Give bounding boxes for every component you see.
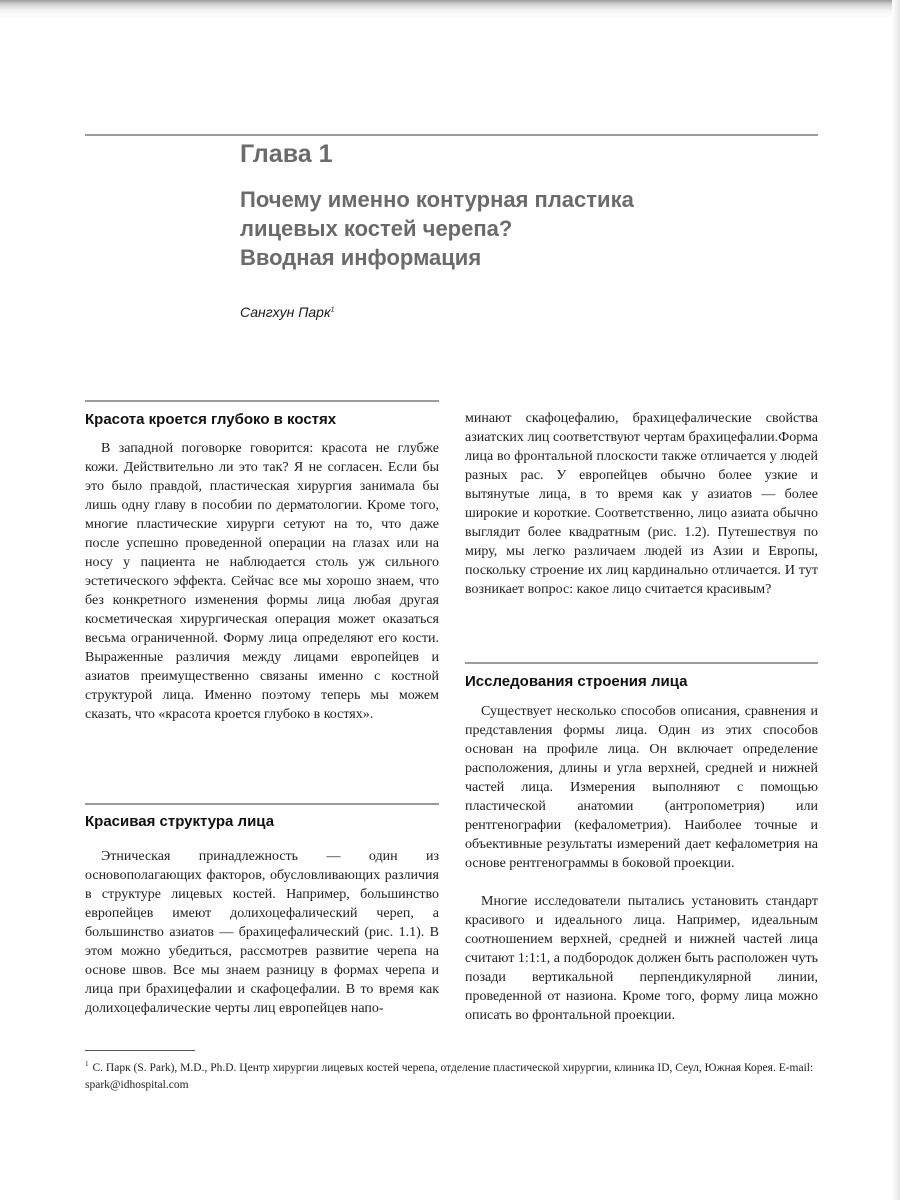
footnote-mark: 1	[85, 1060, 89, 1068]
footnote-text: С. Парк (S. Park), M.D., Ph.D. Центр хирургии лицевых костей черепа, отделение пластической хирургии, клиника ID, Сеул, Южная Корея. E-mail: spark@idhospital.com	[85, 1061, 814, 1091]
section-rule	[85, 803, 439, 805]
chapter-title-line: Вводная информация	[240, 245, 482, 270]
section-heading-beauty: Красота кроется глубоко в костях	[85, 411, 337, 428]
chapter-title-line: лицевых костей черепа?	[240, 216, 513, 241]
author-name: Сангхун Парк	[240, 304, 331, 320]
author-footnote-mark: 1	[330, 306, 335, 314]
section-rule	[465, 662, 818, 664]
paragraph-structure-part2: минают скафоцефалию, брахицефалические свойства азиатских лиц соответствуют чертам брахицефалии.Форма лица во фронтальной плоскости также отличается у людей разных рас. У европейцев обычно более узкие и вытянутые лица, в то время как у азиатов — более широкие и короткие. Соответственно, лицо азиата обычно выглядит более квадратным (рис. 1.2). Путешествуя по миру, мы легко различаем людей из Азии и Европы, поскольку строение их лиц кардинально отличается. И тут возникает вопрос: какое лицо считается красивым?	[465, 411, 818, 597]
viewer-right-shadow	[892, 0, 900, 1200]
section-heading-research: Исследования строения лица	[465, 673, 688, 690]
chapter-label: Глава 1	[240, 140, 333, 168]
section-rule	[85, 400, 439, 402]
author	[240, 304, 335, 320]
header-rule	[85, 134, 818, 136]
paragraph-beauty: В западной поговорке говорится: красота не глубже кожи. Действительно ли это так? Я не согласен. Если бы это было правдой, пластическая хирургия занимала бы лишь одну главу в пособии по дерматологии. Кроме того, многие пластические хирурги сетуют на то, что даже после успешно проведенной операции на глазах или на носу у пациента не наблюдается столь уж сильного эстетического эффекта. Сейчас все мы хорошо знаем, что без конкретного изменения формы лица любая другая косметическая хирургическая операция может оказаться весьма ограниченной. Форму лица определяют его кости. Выраженные различия между лицами европейцев и азиатов преимущественно связаны именно с костной структурой лица. Именно поэтому теперь мы можем сказать, что «красота кроется глубоко в костях».	[85, 441, 439, 722]
paragraph-research-2: Многие исследователи пытались установить стандарт красивого и идеального лица. Например, идеальным соотношением верхней, средней и нижней частей лица считают 1:1:1, а подбородок должен быть расположен чуть позади вертикальной перпендикулярной линии, проведенной от назиона. Кроме того, форму лица можно описать во фронтальной проекции.	[465, 894, 818, 1023]
footnote-rule	[85, 1050, 195, 1051]
chapter-title-line: Почему именно контурная пластика	[240, 187, 634, 212]
paragraph-research-1: Существует несколько способов описания, сравнения и представления формы лица. Один из этих способов основан на профиле лица. Он включает определение расположения, длины и угла верхней, средней и нижней частей лица. Измерения выполняют с помощью пластической анатомии (антропометрия) или рентгенографии (кефалометрия). Наиболее точные и объективные результаты измерений дает кефалометрия на основе рентгенограммы в боковой проекции.	[465, 704, 818, 871]
footnote	[85, 1056, 818, 1094]
section-heading-structure: Красивая структура лица	[85, 813, 275, 830]
paragraph-structure-part1: Этническая принадлежность — один из основополагающих факторов, обусловливающих различия в структуре лицевых костей. Например, большинство европейцев имеют долихоцефалический череп, а большинство азиатов — брахицефалический (рис. 1.1). В этом можно убедиться, рассмотрев развитие черепа на основе швов. Все мы знаем разницу в формах черепа и лица при брахицефалии и скафоцефалии. В то время как долихоцефалические черты лиц европейцев напо-	[85, 849, 439, 1016]
viewer-top-shadow	[0, 0, 900, 18]
chapter-title	[240, 185, 800, 272]
